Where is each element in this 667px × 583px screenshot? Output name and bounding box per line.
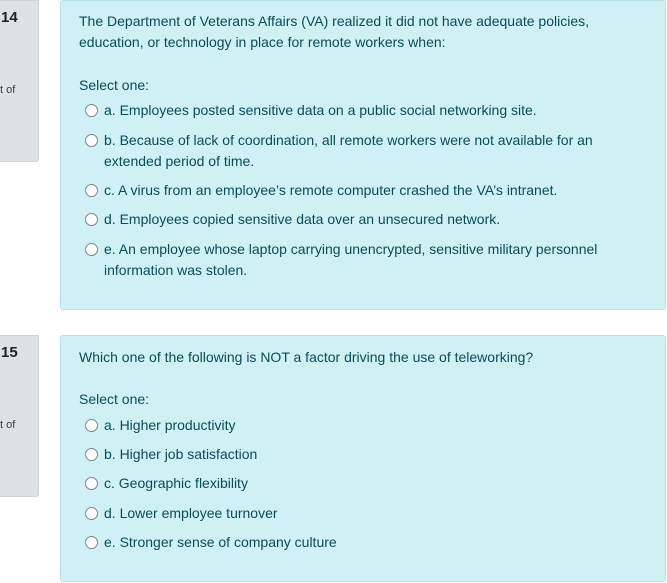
radio-button[interactable] — [85, 134, 98, 147]
radio-button[interactable] — [85, 419, 98, 432]
answer-label[interactable]: d. Employees copied sensitive data over an unsecured network. — [104, 211, 501, 227]
radio-button[interactable] — [85, 213, 98, 226]
answer-label[interactable]: b. Because of lack of coordination, all remote workers were not available for an extended period of time. — [104, 132, 593, 169]
question-info-panel — [0, 0, 39, 162]
answer-label[interactable]: d. Lower employee turnover — [104, 505, 278, 521]
question-mark-label: t of — [0, 419, 16, 431]
radio-button[interactable] — [85, 536, 98, 549]
answer-label[interactable]: b. Higher job satisfaction — [104, 446, 258, 462]
answer-label[interactable]: e. Stronger sense of company culture — [104, 534, 337, 550]
radio-button[interactable] — [85, 448, 98, 461]
answer-label[interactable]: c. Geographic flexibility — [104, 475, 248, 491]
answer-label[interactable]: a. Employees posted sensitive data on a public social networking site. — [104, 102, 537, 118]
question-info-panel — [0, 335, 39, 497]
radio-button[interactable] — [85, 104, 98, 117]
radio-button[interactable] — [85, 477, 98, 490]
answer-label[interactable]: a. Higher productivity — [104, 417, 236, 433]
select-one-prompt: Select one: — [79, 77, 150, 93]
answer-label[interactable]: c. A virus from an employee’s remote computer crashed the VA’s intranet. — [104, 182, 558, 198]
radio-button[interactable] — [85, 184, 98, 197]
radio-button[interactable] — [85, 507, 98, 520]
question-text: The Department of Veterans Affairs (VA) realized it did not have adequate policies, education, or technology in place for remote workers when: — [79, 13, 589, 50]
question-number: 15 — [1, 344, 18, 361]
radio-button[interactable] — [85, 243, 98, 256]
question-content-box — [60, 335, 666, 582]
question-text: Which one of the following is NOT a factor driving the use of teleworking? — [79, 349, 534, 365]
answer-label[interactable]: e. An employee whose laptop carrying unencrypted, sensitive military personnel information was stolen. — [104, 241, 598, 278]
question-number: 14 — [1, 9, 18, 26]
question-content-box — [60, 0, 666, 310]
select-one-prompt: Select one: — [79, 391, 150, 407]
question-mark-label: t of — [0, 84, 16, 96]
